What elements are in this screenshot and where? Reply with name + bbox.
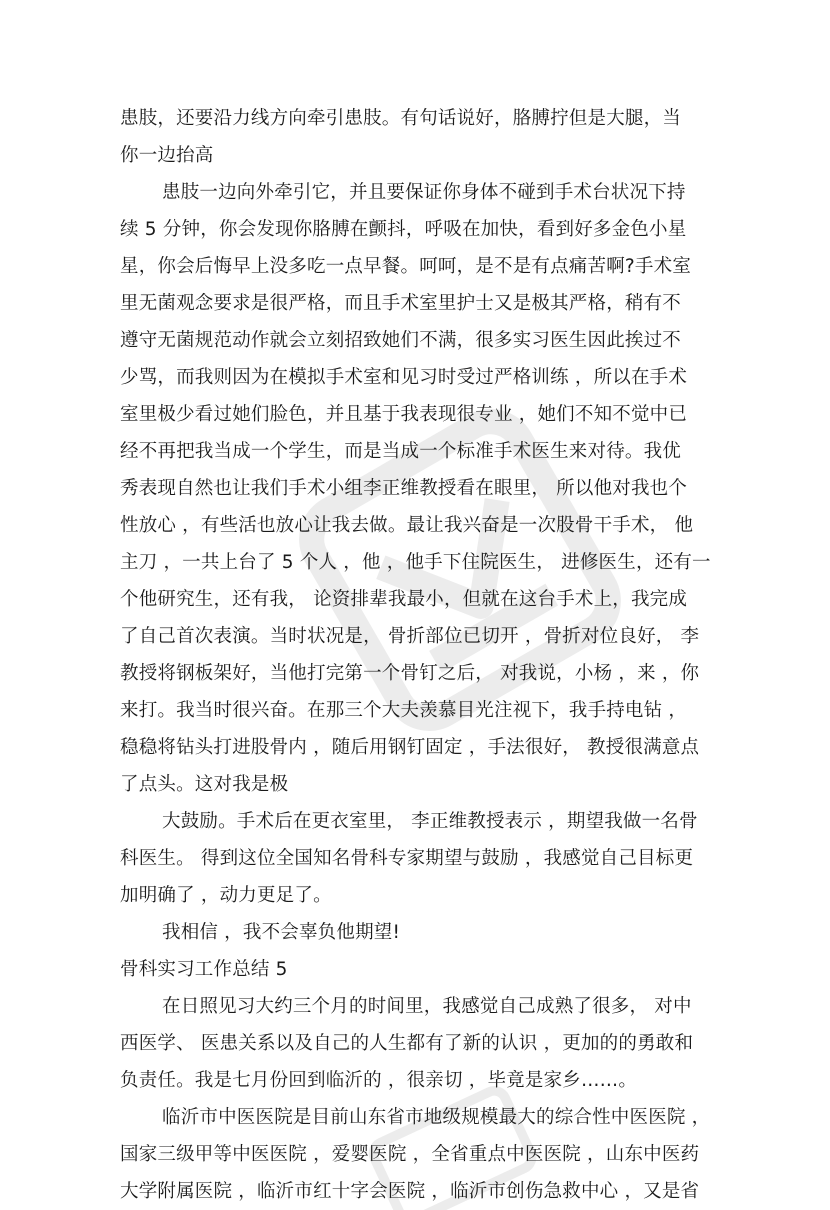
text-line: 教授将钢板架好，当他打完第一个骨钉之后， 对我说，小杨 ，来 ，你 bbox=[120, 663, 700, 684]
text-line: 遵守无菌规范动作就会立刻招致她们不满，很多实习医生因此挨过不 bbox=[120, 330, 682, 351]
text-line: 稳稳将钻头打进股骨内 ，随后用钢钉固定 ，手法很好， 教授很满意点 bbox=[120, 737, 700, 758]
text-line: 性放心 ，有些活也放心让我去做。最让我兴奋是一次股骨干手术， 他 bbox=[120, 515, 694, 536]
text-line: 科医生。 得到这位全国知名骨科专家期望与鼓励 ，我感觉自己目标更 bbox=[120, 848, 694, 869]
text-line: 星，你会后悔早上没多吃一点早餐。呵呵，是不是有点痛苦啊?手术室 bbox=[120, 256, 692, 277]
text-line: 国家三级甲等中医医院 ，爱婴医院 ，全省重点中医医院 ，山东中医药 bbox=[120, 1144, 700, 1165]
text-line: 主刀 ，一共上台了 5 个人 ，他 ，他手下住院医生， 进修医生，还有一 bbox=[120, 552, 711, 573]
text-line: 加明确了 ，动力更足了。 bbox=[120, 885, 332, 906]
text-line: 我相信 ，我不会辜负他期望! bbox=[162, 922, 401, 943]
text-line: 临沂市中医医院是目前山东省市地级规模最大的综合性中医医院 ， bbox=[162, 1107, 711, 1128]
text-line: 你一边抬高 bbox=[120, 145, 214, 166]
text-line: 少骂，而我则因为在模拟手术室和见习时受过严格训练 ，所以在手术 bbox=[120, 367, 688, 388]
text-line: 了点头。这对我是极 bbox=[120, 774, 289, 795]
text-line: 大鼓励。手术后在更衣室里， 李正维教授表示 ，期望我做一名骨 bbox=[162, 811, 698, 832]
text-line: 在日照见习大约三个月的时间里，我感觉自己成熟了很多， 对中 bbox=[162, 996, 692, 1017]
text-line: 了自己首次表演。当时状况是， 骨折部位已切开 ，骨折对位良好， 李 bbox=[120, 626, 700, 647]
text-line: 来打。我当时很兴奋。在那三个大夫羡慕目光注视下，我手持电钻 ， bbox=[120, 700, 688, 721]
text-line: 患肢，还要沿力线方向牵引患肢。有句话说好，胳膊拧但是大腿，当 bbox=[120, 108, 682, 129]
text-line: 大学附属医院 ，临沂市红十字会医院 ，临沂市创伤急救中心 ，又是省 bbox=[120, 1181, 700, 1202]
section-heading: 骨科实习工作总结 5 bbox=[120, 959, 288, 980]
text-line: 秀表现自然也让我们手术小组李正维教授看在眼里， 所以他对我也个 bbox=[120, 478, 688, 499]
text-line: 经不再把我当成一个学生，而是当成一个标准手术医生来对待。我优 bbox=[120, 441, 682, 462]
text-line: 个他研究生，还有我， 论资排辈我最小，但就在这台手术上，我完成 bbox=[120, 589, 688, 610]
text-line: 西医学、 医患关系以及自己的人生都有了新的认识 ，更加的的勇敢和 bbox=[120, 1033, 694, 1054]
text-line: 患肢一边向外牵引它，并且要保证你身体不碰到手术台状况下持 bbox=[162, 182, 686, 203]
text-line: 续 5 分钟，你会发现你胳膊在颤抖，呼吸在加快，看到好多金色小星 bbox=[120, 219, 687, 240]
text-line: 里无菌观念要求是很严格，而且手术室里护士又是极其严格，稍有不 bbox=[120, 293, 682, 314]
text-line: 负责任。我是七月份回到临沂的 ，很亲切 ，毕竟是家乡……。 bbox=[120, 1070, 638, 1091]
document-body bbox=[120, 100, 720, 1210]
text-line: 室里极少看过她们脸色，并且基于我表现很专业 ，她们不知不觉中已 bbox=[120, 404, 688, 425]
